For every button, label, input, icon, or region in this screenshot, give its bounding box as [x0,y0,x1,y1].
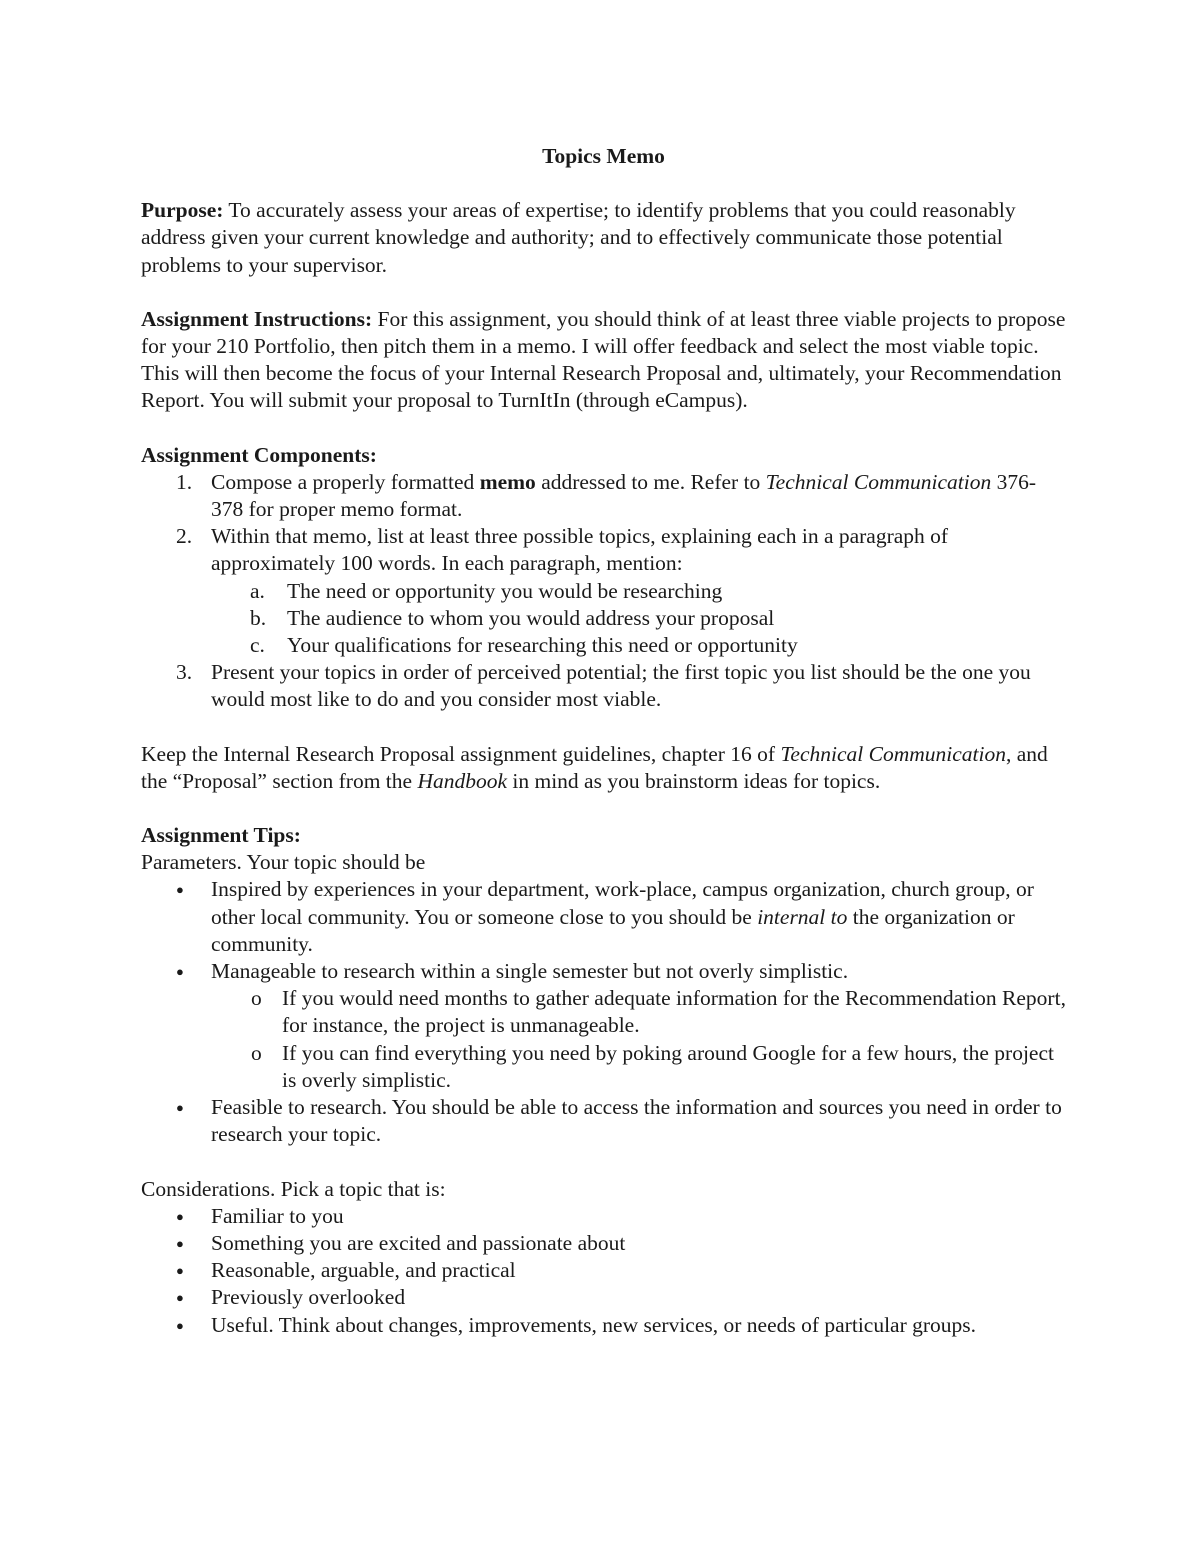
sub-list-item [141,578,1066,605]
item-text: Previously overlooked [211,1285,406,1310]
instructions-paragraph [141,306,1066,415]
list-marker: 3. [176,660,193,685]
item-text: Feasible to research. You should be able to access the information and sources you need in order to research your topic. [211,1095,1062,1147]
list-item [141,523,1066,577]
keep-text: Keep the Internal Research Proposal assignment guidelines, chapter 16 of [141,741,781,766]
circle-bullet-icon: o [251,1040,262,1065]
bullet-icon: ● [176,882,184,898]
item-text: Compose a properly formatted [211,469,480,494]
emphasis: internal to [757,904,848,929]
purpose-label: Purpose: [141,198,224,223]
considerations-intro: Considerations. Pick a topic that is: [141,1176,446,1201]
bullet-item [141,1312,1066,1339]
item-text: Present your topics in order of perceived potential; the first topic you list should be the one you would most like to do and you consider most viable. [211,660,1031,712]
bullet-item [141,958,1066,985]
item-text: Useful. Think about changes, improvements, new services, or needs of particular groups. [211,1312,977,1337]
bullet-icon: ● [176,964,184,980]
parameters-intro: Parameters. Your topic should be [141,850,426,875]
spacer [141,714,1066,741]
circle-bullet-icon: o [251,986,262,1011]
item-text: the organization or community. [211,904,1015,956]
instructions-text: For this assignment, you should think of at least three viable projects to propose for your 210 Portfolio, then pitch them in a memo. I will offer feedback and select the most viable topic. This will then become the focus of your Internal Research Proposal and, ultimately, your Recommendation Report. You will submit your proposal to TurnItIn (through eCampus). [141,306,1066,413]
item-text: The need or opportunity you would be researching [287,578,723,603]
components-heading: Assignment Components: [141,442,377,467]
sub-bullet-item [141,1040,1066,1094]
bullet-item [141,1094,1066,1148]
bullet-item [141,876,1066,958]
item-text: If you can find everything you need by poking around Google for a few hours, the project is overly simplistic. [282,1040,1054,1092]
bullet-icon: ● [176,1317,184,1333]
item-text: Inspired by experiences in your department, work-place, campus organization, church group, or other local community. You or someone close to you should be [211,877,1034,929]
item-text: Your qualifications for researching this need or opportunity [287,633,798,658]
keep-text: , and the “Proposal” section from the [141,741,1048,793]
list-marker: b. [250,605,267,630]
instructions-label: Assignment Instructions: [141,306,373,331]
item-text: Reasonable, arguable, and practical [211,1258,516,1283]
memo-keyword: memo [479,469,536,494]
item-text: Something you are excited and passionate about [211,1230,626,1255]
keep-text: in mind as you brainstorm ideas for topics. [507,768,881,793]
list-marker: a. [250,578,265,603]
item-text: Familiar to you [211,1203,344,1228]
bullet-item [141,1284,1066,1311]
item-text: Within that memo, list at least three possible topics, explaining each in a paragraph of approximately 100 words. In each paragraph, mention: [211,524,949,576]
book-title: Technical Communication [765,469,992,494]
item-text: The audience to whom you would address your proposal [287,605,775,630]
bullet-icon: ● [176,1290,184,1306]
sub-bullet-item [141,985,1066,1039]
handbook-title: Handbook [417,768,508,793]
bullet-item [141,1203,1066,1230]
tips-heading: Assignment Tips: [141,823,301,848]
purpose-paragraph [141,197,1066,279]
keep-paragraph [141,741,1066,795]
bullet-icon: ● [176,1100,184,1116]
document-body [141,143,1066,1339]
sub-list-item [141,632,1066,659]
list-item [141,659,1066,713]
item-text: addressed to me. Refer to [535,469,766,494]
bullet-icon: ● [176,1208,184,1224]
sub-list-item [141,605,1066,632]
book-title: Technical Communication [780,741,1006,766]
bullet-icon: ● [176,1263,184,1279]
bullet-icon: ● [176,1235,184,1251]
list-item [141,469,1066,523]
list-marker: 1. [176,469,193,494]
bullet-item [141,1257,1066,1284]
item-text: 376-378 for proper memo format. [211,469,1037,522]
spacer [141,1149,1066,1176]
item-text: If you would need months to gather adequate information for the Recommendation Report, for instance, the project is unmanageable. [282,986,1066,1038]
item-text: Manageable to research within a single semester but not overly simplistic. [211,959,849,984]
list-marker: c. [250,633,265,658]
purpose-text: To accurately assess your areas of expertise; to identify problems that you could reasonably address given your current knowledge and authority; and to effectively communicate those potential problems to your supervisor. [141,198,1016,277]
list-marker: 2. [176,524,193,549]
bullet-item [141,1230,1066,1257]
page-title: Topics Memo [542,144,665,168]
